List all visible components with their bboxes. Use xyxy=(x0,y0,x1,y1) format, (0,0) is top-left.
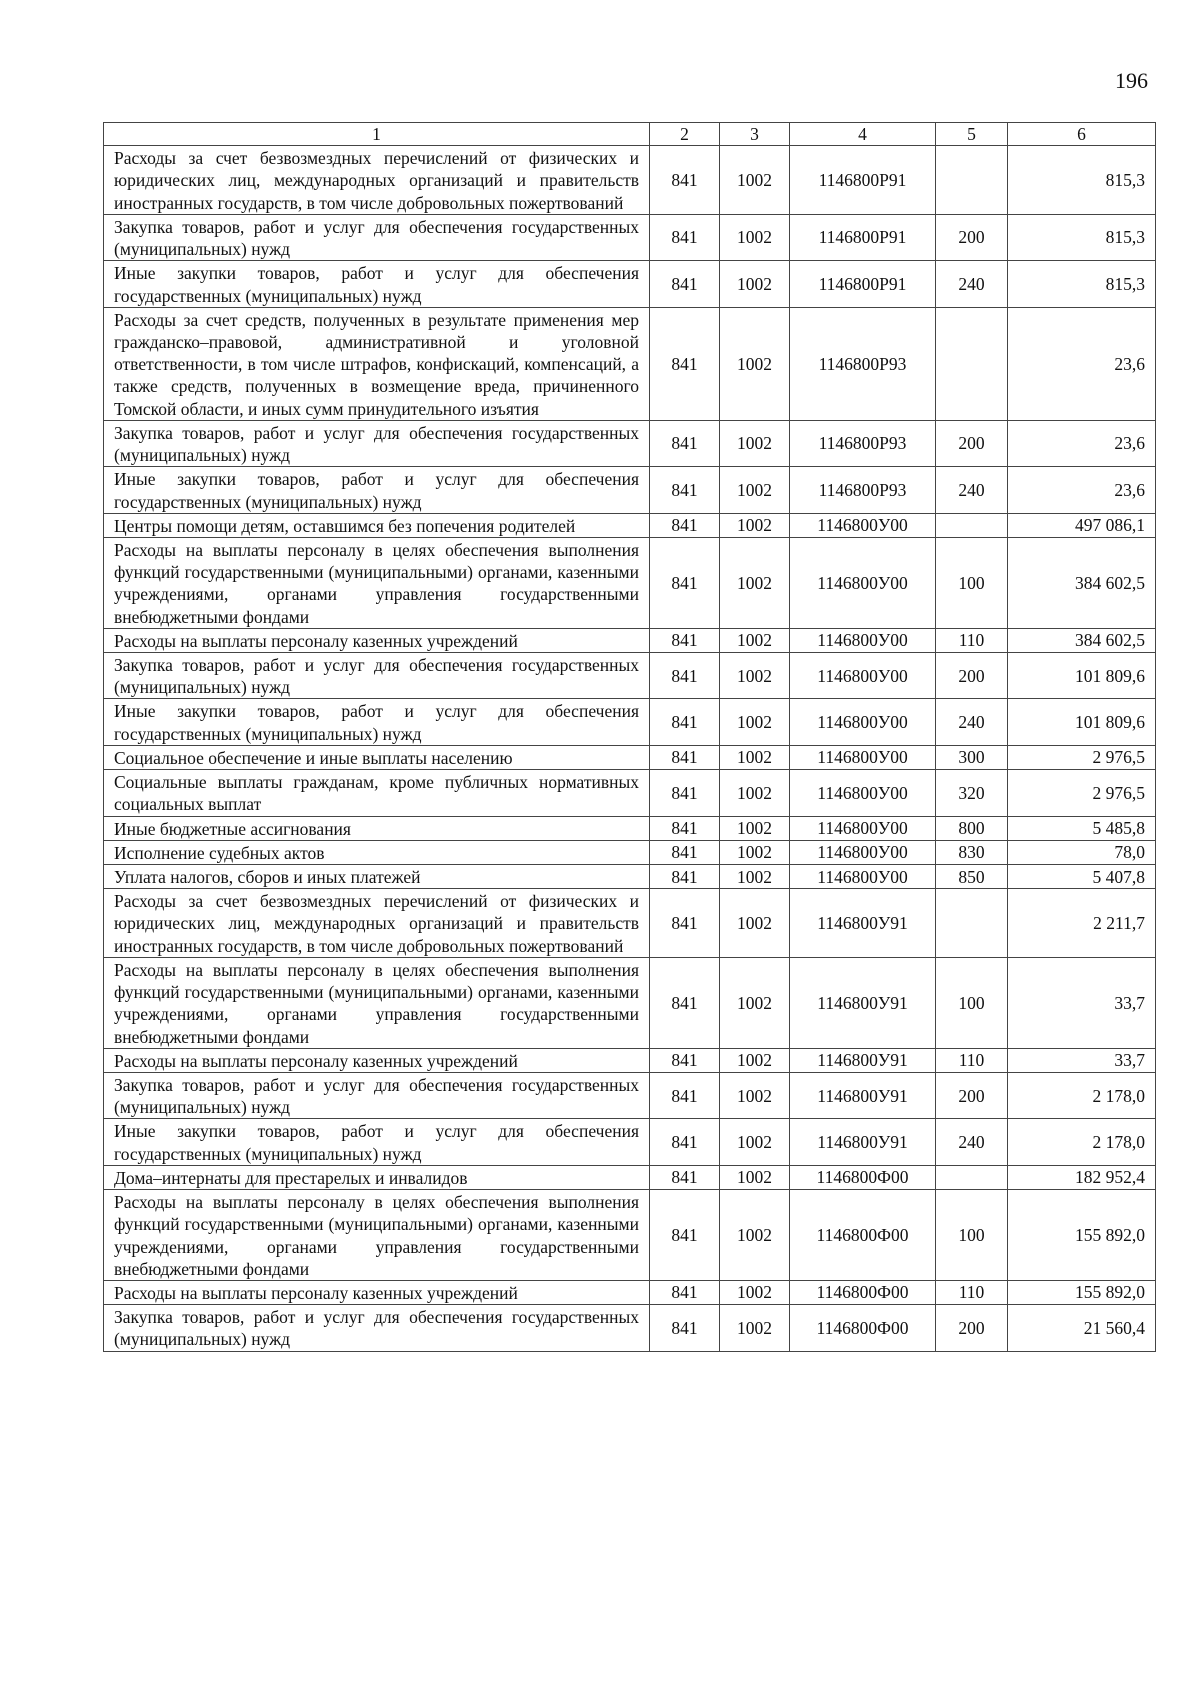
amount-cell: 2 211,7 xyxy=(1008,889,1156,958)
expense-name-cell: Расходы за счет средств, полученных в результате применения мер гражданско–правовой, административной и уголовной ответственности, в том числе штрафов, конфискаций, компенсаций, а также средств, полученных в возмещение вреда, причиненного Томской области, и иных сумм принудительного изъятия xyxy=(104,307,650,420)
expense-name-cell: Уплата налогов, сборов и иных платежей xyxy=(104,865,650,889)
expense-type-cell xyxy=(936,1165,1008,1189)
section-code-cell: 1002 xyxy=(720,307,790,420)
target-article-cell: 1146800У00 xyxy=(790,513,936,537)
amount-cell: 23,6 xyxy=(1008,420,1156,466)
ministry-code-cell: 841 xyxy=(650,1165,720,1189)
amount-cell: 78,0 xyxy=(1008,840,1156,864)
target-article-cell: 1146800У00 xyxy=(790,816,936,840)
table-row xyxy=(104,770,1156,816)
table-row xyxy=(104,957,1156,1048)
target-article-cell: 1146800Р91 xyxy=(790,146,936,215)
amount-cell: 5 407,8 xyxy=(1008,865,1156,889)
ministry-code-cell: 841 xyxy=(650,816,720,840)
expense-name-cell: Расходы на выплаты персоналу казенных учреждений xyxy=(104,628,650,652)
target-article-cell: 1146800Ф00 xyxy=(790,1280,936,1304)
amount-cell: 2 976,5 xyxy=(1008,770,1156,816)
section-code-cell: 1002 xyxy=(720,1119,790,1165)
table-row xyxy=(104,840,1156,864)
section-code-cell: 1002 xyxy=(720,745,790,769)
ministry-code-cell: 841 xyxy=(650,146,720,215)
ministry-code-cell: 841 xyxy=(650,1305,720,1351)
ministry-code-cell: 841 xyxy=(650,1190,720,1281)
expense-name-cell: Расходы за счет безвозмездных перечислений от физических и юридических лиц, международных организаций и правительств иностранных государств, в том числе добровольных пожертвований xyxy=(104,146,650,215)
table-row xyxy=(104,1305,1156,1351)
section-code-cell: 1002 xyxy=(720,1048,790,1072)
expense-name-cell: Социальное обеспечение и иные выплаты населению xyxy=(104,745,650,769)
section-code-cell: 1002 xyxy=(720,1072,790,1118)
expense-name-cell: Иные закупки товаров, работ и услуг для обеспечения государственных (муниципальных) нужд xyxy=(104,261,650,307)
amount-cell: 2 178,0 xyxy=(1008,1072,1156,1118)
ministry-code-cell: 841 xyxy=(650,1072,720,1118)
ministry-code-cell: 841 xyxy=(650,513,720,537)
amount-cell: 815,3 xyxy=(1008,261,1156,307)
expense-type-cell: 240 xyxy=(936,1119,1008,1165)
target-article-cell: 1146800У91 xyxy=(790,889,936,958)
amount-cell: 21 560,4 xyxy=(1008,1305,1156,1351)
expense-type-cell: 110 xyxy=(936,1048,1008,1072)
target-article-cell: 1146800У91 xyxy=(790,1119,936,1165)
ministry-code-cell: 841 xyxy=(650,1048,720,1072)
ministry-code-cell: 841 xyxy=(650,537,720,628)
table-header xyxy=(104,123,1156,146)
ministry-code-cell: 841 xyxy=(650,889,720,958)
amount-cell: 182 952,4 xyxy=(1008,1165,1156,1189)
expense-type-cell: 850 xyxy=(936,865,1008,889)
target-article-cell: 1146800Р93 xyxy=(790,307,936,420)
expense-type-cell: 240 xyxy=(936,467,1008,513)
amount-cell: 23,6 xyxy=(1008,467,1156,513)
expense-name-cell: Исполнение судебных актов xyxy=(104,840,650,864)
target-article-cell: 1146800У00 xyxy=(790,770,936,816)
target-article-cell: 1146800Р91 xyxy=(790,261,936,307)
expense-name-cell: Центры помощи детям, оставшимся без попечения родителей xyxy=(104,513,650,537)
target-article-cell: 1146800У00 xyxy=(790,865,936,889)
expense-name-cell: Иные закупки товаров, работ и услуг для обеспечения государственных (муниципальных) нужд xyxy=(104,699,650,745)
ministry-code-cell: 841 xyxy=(650,214,720,260)
table-row xyxy=(104,745,1156,769)
table-row xyxy=(104,889,1156,958)
ministry-code-cell: 841 xyxy=(650,770,720,816)
expense-type-cell: 200 xyxy=(936,1305,1008,1351)
expense-name-cell: Расходы на выплаты персоналу в целях обеспечения выполнения функций государственными (муниципальными) органами, казенными учреждениями, органами управления государственными внебюджетными фондами xyxy=(104,957,650,1048)
ministry-code-cell: 841 xyxy=(650,1280,720,1304)
budget-table xyxy=(103,122,1156,1352)
ministry-code-cell: 841 xyxy=(650,745,720,769)
section-code-cell: 1002 xyxy=(720,770,790,816)
expense-type-cell: 110 xyxy=(936,1280,1008,1304)
table-body xyxy=(104,146,1156,1351)
section-code-cell: 1002 xyxy=(720,628,790,652)
ministry-code-cell: 841 xyxy=(650,840,720,864)
ministry-code-cell: 841 xyxy=(650,420,720,466)
target-article-cell: 1146800Р93 xyxy=(790,467,936,513)
amount-cell: 384 602,5 xyxy=(1008,628,1156,652)
column-header-3: 3 xyxy=(720,123,790,146)
expense-name-cell: Иные закупки товаров, работ и услуг для обеспечения государственных (муниципальных) нужд xyxy=(104,467,650,513)
amount-cell: 155 892,0 xyxy=(1008,1280,1156,1304)
expense-type-cell: 110 xyxy=(936,628,1008,652)
expense-name-cell: Закупка товаров, работ и услуг для обеспечения государственных (муниципальных) нужд xyxy=(104,214,650,260)
ministry-code-cell: 841 xyxy=(650,628,720,652)
page-number: 196 xyxy=(1115,68,1148,93)
table-row xyxy=(104,699,1156,745)
section-code-cell: 1002 xyxy=(720,1190,790,1281)
amount-cell: 815,3 xyxy=(1008,214,1156,260)
amount-cell: 384 602,5 xyxy=(1008,537,1156,628)
expense-type-cell: 830 xyxy=(936,840,1008,864)
expense-type-cell: 200 xyxy=(936,1072,1008,1118)
ministry-code-cell: 841 xyxy=(650,1119,720,1165)
ministry-code-cell: 841 xyxy=(650,699,720,745)
column-header-1: 1 xyxy=(104,123,650,146)
expense-type-cell xyxy=(936,307,1008,420)
expense-type-cell: 240 xyxy=(936,699,1008,745)
expense-type-cell: 100 xyxy=(936,957,1008,1048)
expense-name-cell: Закупка товаров, работ и услуг для обеспечения государственных (муниципальных) нужд xyxy=(104,1072,650,1118)
expense-type-cell xyxy=(936,889,1008,958)
table-row xyxy=(104,1280,1156,1304)
column-header-4: 4 xyxy=(790,123,936,146)
amount-cell: 23,6 xyxy=(1008,307,1156,420)
amount-cell: 815,3 xyxy=(1008,146,1156,215)
table-row xyxy=(104,146,1156,215)
expense-name-cell: Расходы на выплаты персоналу в целях обеспечения выполнения функций государственными (муниципальными) органами, казенными учреждениями, органами управления государственными внебюджетными фондами xyxy=(104,1190,650,1281)
section-code-cell: 1002 xyxy=(720,957,790,1048)
target-article-cell: 1146800У91 xyxy=(790,1072,936,1118)
expense-type-cell: 100 xyxy=(936,1190,1008,1281)
ministry-code-cell: 841 xyxy=(650,653,720,699)
section-code-cell: 1002 xyxy=(720,146,790,215)
expense-name-cell: Расходы на выплаты персоналу в целях обеспечения выполнения функций государственными (муниципальными) органами, казенными учреждениями, органами управления государственными внебюджетными фондами xyxy=(104,537,650,628)
table-row xyxy=(104,261,1156,307)
target-article-cell: 1146800Р93 xyxy=(790,420,936,466)
expense-type-cell: 200 xyxy=(936,214,1008,260)
amount-cell: 101 809,6 xyxy=(1008,653,1156,699)
target-article-cell: 1146800Ф00 xyxy=(790,1165,936,1189)
table-row xyxy=(104,1119,1156,1165)
expense-type-cell: 800 xyxy=(936,816,1008,840)
table-row xyxy=(104,1190,1156,1281)
section-code-cell: 1002 xyxy=(720,261,790,307)
amount-cell: 101 809,6 xyxy=(1008,699,1156,745)
table-row xyxy=(104,865,1156,889)
section-code-cell: 1002 xyxy=(720,420,790,466)
table-row xyxy=(104,513,1156,537)
expense-type-cell: 200 xyxy=(936,653,1008,699)
expense-name-cell: Расходы на выплаты персоналу казенных учреждений xyxy=(104,1048,650,1072)
section-code-cell: 1002 xyxy=(720,840,790,864)
table-row xyxy=(104,816,1156,840)
section-code-cell: 1002 xyxy=(720,699,790,745)
ministry-code-cell: 841 xyxy=(650,307,720,420)
target-article-cell: 1146800У91 xyxy=(790,957,936,1048)
table-row xyxy=(104,214,1156,260)
expense-type-cell: 240 xyxy=(936,261,1008,307)
target-article-cell: 1146800Р91 xyxy=(790,214,936,260)
expense-name-cell: Иные бюджетные ассигнования xyxy=(104,816,650,840)
table-row xyxy=(104,537,1156,628)
section-code-cell: 1002 xyxy=(720,1165,790,1189)
section-code-cell: 1002 xyxy=(720,513,790,537)
expense-name-cell: Закупка товаров, работ и услуг для обеспечения государственных (муниципальных) нужд xyxy=(104,420,650,466)
ministry-code-cell: 841 xyxy=(650,865,720,889)
column-header-5: 5 xyxy=(936,123,1008,146)
target-article-cell: 1146800У00 xyxy=(790,840,936,864)
expense-name-cell: Социальные выплаты гражданам, кроме публичных нормативных социальных выплат xyxy=(104,770,650,816)
ministry-code-cell: 841 xyxy=(650,261,720,307)
column-header-6: 6 xyxy=(1008,123,1156,146)
expense-type-cell: 300 xyxy=(936,745,1008,769)
section-code-cell: 1002 xyxy=(720,865,790,889)
table-row xyxy=(104,1048,1156,1072)
header-row xyxy=(104,123,1156,146)
expense-type-cell: 200 xyxy=(936,420,1008,466)
table-row xyxy=(104,1165,1156,1189)
amount-cell: 497 086,1 xyxy=(1008,513,1156,537)
amount-cell: 2 178,0 xyxy=(1008,1119,1156,1165)
amount-cell: 33,7 xyxy=(1008,1048,1156,1072)
expense-name-cell: Иные закупки товаров, работ и услуг для обеспечения государственных (муниципальных) нужд xyxy=(104,1119,650,1165)
amount-cell: 155 892,0 xyxy=(1008,1190,1156,1281)
expense-name-cell: Закупка товаров, работ и услуг для обеспечения государственных (муниципальных) нужд xyxy=(104,1305,650,1351)
section-code-cell: 1002 xyxy=(720,537,790,628)
section-code-cell: 1002 xyxy=(720,889,790,958)
amount-cell: 33,7 xyxy=(1008,957,1156,1048)
section-code-cell: 1002 xyxy=(720,1305,790,1351)
target-article-cell: 1146800У91 xyxy=(790,1048,936,1072)
target-article-cell: 1146800У00 xyxy=(790,745,936,769)
expense-name-cell: Расходы за счет безвозмездных перечислений от физических и юридических лиц, международных организаций и правительств иностранных государств, в том числе добровольных пожертвований xyxy=(104,889,650,958)
expense-name-cell: Закупка товаров, работ и услуг для обеспечения государственных (муниципальных) нужд xyxy=(104,653,650,699)
table-row xyxy=(104,628,1156,652)
table-row xyxy=(104,653,1156,699)
section-code-cell: 1002 xyxy=(720,816,790,840)
ministry-code-cell: 841 xyxy=(650,467,720,513)
amount-cell: 5 485,8 xyxy=(1008,816,1156,840)
expense-name-cell: Дома–интернаты для престарелых и инвалидов xyxy=(104,1165,650,1189)
target-article-cell: 1146800У00 xyxy=(790,537,936,628)
expense-name-cell: Расходы на выплаты персоналу казенных учреждений xyxy=(104,1280,650,1304)
section-code-cell: 1002 xyxy=(720,214,790,260)
table-row xyxy=(104,467,1156,513)
section-code-cell: 1002 xyxy=(720,467,790,513)
target-article-cell: 1146800У00 xyxy=(790,628,936,652)
table-row xyxy=(104,1072,1156,1118)
expense-type-cell: 320 xyxy=(936,770,1008,816)
target-article-cell: 1146800Ф00 xyxy=(790,1190,936,1281)
section-code-cell: 1002 xyxy=(720,653,790,699)
target-article-cell: 1146800У00 xyxy=(790,653,936,699)
expense-type-cell: 100 xyxy=(936,537,1008,628)
ministry-code-cell: 841 xyxy=(650,957,720,1048)
expense-type-cell xyxy=(936,146,1008,215)
table-row xyxy=(104,420,1156,466)
table-row xyxy=(104,307,1156,420)
amount-cell: 2 976,5 xyxy=(1008,745,1156,769)
target-article-cell: 1146800Ф00 xyxy=(790,1305,936,1351)
target-article-cell: 1146800У00 xyxy=(790,699,936,745)
column-header-2: 2 xyxy=(650,123,720,146)
section-code-cell: 1002 xyxy=(720,1280,790,1304)
expense-type-cell xyxy=(936,513,1008,537)
